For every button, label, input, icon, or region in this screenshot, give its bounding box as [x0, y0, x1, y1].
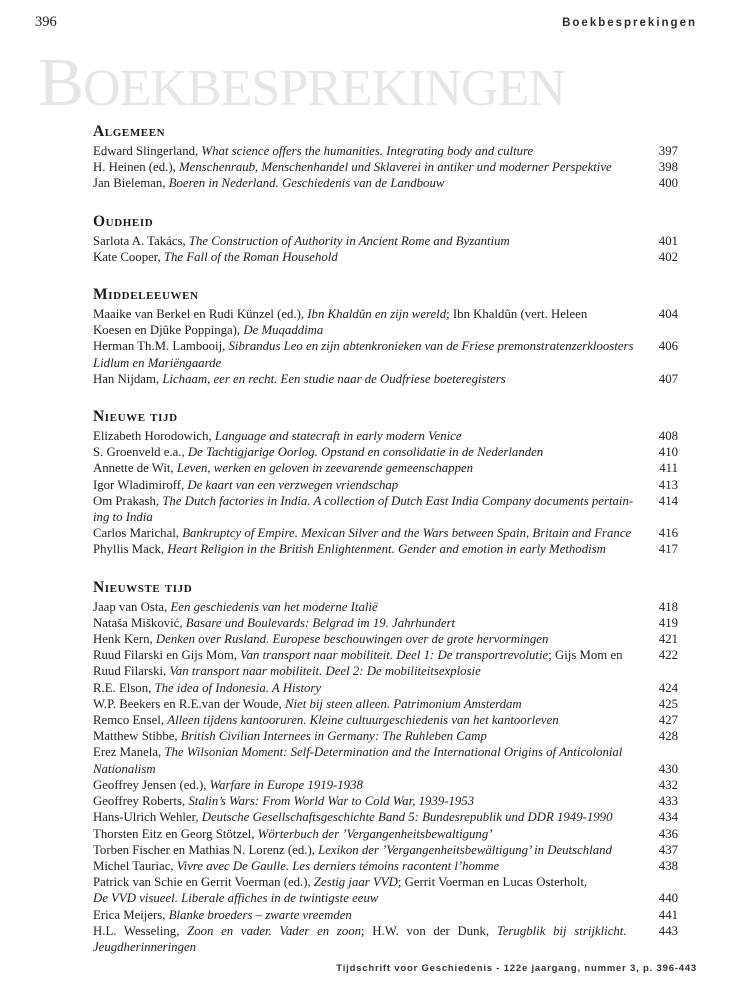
author-name: ; Ibn Khaldûn (vert. Heleen: [446, 307, 588, 322]
toc-line: [93, 890, 678, 906]
toc-entry-text: [93, 923, 627, 939]
author-name: Patrick van Schie en Gerrit Voerman (ed.),: [93, 875, 314, 890]
toc-page-number: 428: [658, 729, 678, 744]
toc-line: [93, 371, 678, 387]
toc-entry-text: [93, 460, 473, 476]
toc-line: [93, 712, 678, 728]
toc-page-number: 425: [658, 696, 678, 711]
author-name: Phyllis Mack,: [93, 542, 168, 557]
book-title: Bankruptcy of Empire. Mexican Silver and the Wars between Spain, Britain and France: [182, 526, 632, 541]
book-title: Een geschiedenis van het moderne Italië: [170, 599, 378, 614]
author-name: Geoffrey Jensen (ed.),: [93, 777, 210, 792]
toc-entry-text: [93, 615, 455, 631]
book-title: Van transport naar mobiliteit. Deel 1: De transportrevolutie: [240, 648, 549, 663]
book-title: Zestig jaar VVD: [313, 875, 398, 890]
toc-line: [93, 696, 678, 712]
toc-line: [93, 858, 678, 874]
toc-line: [93, 159, 678, 175]
book-title: Menschenraub, Menschenhandel und Sklaverei in antiker und moderner Perspektive: [179, 160, 612, 175]
author-name: ; Gerrit Voerman en Lucas Osterholt,: [397, 875, 588, 890]
section-heading: Middeleeuwen: [93, 286, 199, 304]
author-name: Om Prakash,: [93, 493, 163, 508]
author-name: Geoffrey Roberts,: [93, 794, 189, 809]
toc-line: [93, 744, 678, 760]
toc-section: [93, 578, 678, 955]
toc-entry-text: [93, 525, 631, 541]
toc-line: [93, 175, 678, 191]
toc-entry-text: [93, 444, 543, 460]
toc-page-number: 416: [658, 526, 678, 541]
toc-entry-text: [93, 777, 363, 793]
toc-line: [93, 631, 678, 647]
toc-line: [93, 322, 678, 338]
toc-entry-text: [93, 322, 323, 338]
toc-page-number: 430: [658, 761, 678, 776]
book-title: The idea of Indonesia. A History: [154, 680, 322, 695]
toc-page-number: 413: [658, 477, 678, 492]
toc-line: [93, 306, 678, 322]
toc-entry-text: [93, 493, 633, 509]
toc-section: [93, 285, 678, 387]
toc-line: [93, 599, 678, 615]
book-title: What science offers the humanities. Integrating body and culture: [201, 144, 534, 158]
running-header: [35, 14, 697, 31]
toc-line: [93, 939, 678, 955]
author-name: Han Nijdam,: [93, 371, 163, 386]
author-name: Henk Kern,: [93, 632, 156, 647]
book-title: The Construction of Authority in Ancient Rome and Byzantium: [188, 233, 510, 248]
toc-entry-text: [93, 233, 510, 249]
author-name: W.P. Beekers en R.E.van der Woude,: [93, 696, 285, 711]
page-number: 396: [35, 14, 57, 30]
toc-page-number: 427: [658, 713, 678, 728]
author-name: Annette de Wit,: [93, 461, 177, 476]
toc-page-number: 419: [658, 615, 678, 630]
author-name: Maaike van Berkel en Rudi Künzel (ed.),: [93, 307, 308, 322]
book-title: De Tachtigjarige Oorlog. Opstand en consolidatie in de Nederlanden: [187, 445, 544, 460]
toc-page-number: 432: [658, 777, 678, 792]
book-title: Vivre avec De Gaulle. Les derniers témoins racontent l’homme: [176, 858, 500, 873]
toc-entry-text: [93, 477, 398, 493]
toc-page-number: 406: [658, 339, 678, 354]
book-title: Heart Religion in the British Enlightenment. Gender and emotion in early Methodism: [167, 542, 606, 557]
book-title: Sibrandus Leo en zijn abtenkronieken van de Friese premonstratenzerkloosters: [228, 339, 634, 354]
toc-line: [93, 355, 678, 371]
toc-line: [93, 509, 678, 525]
book-title: Lichaam, eer en recht. Een studie naar de Oudfriese boeteregisters: [162, 371, 506, 386]
toc-line: [93, 493, 678, 509]
book-title: Niet bij steen alleen. Patrimonium Amsterdam: [284, 696, 522, 711]
book-title: Deutsche Gesellschaftsgeschichte Band 5: Bundesrepublik und DDR 1949-1990: [201, 810, 613, 825]
toc-line: [93, 874, 678, 890]
running-section-label: Boekbesprekingen: [562, 17, 697, 29]
toc-line: [93, 761, 678, 777]
book-title: Wörterbuch der ’Vergangenheitsbewaltigung’: [257, 826, 493, 841]
author-name: Thorsten Eitz en Georg Stötzel,: [93, 826, 258, 841]
toc-line: [93, 477, 678, 493]
toc-page-number: 441: [658, 907, 678, 922]
author-name: H.L. Wesseling,: [93, 923, 188, 938]
toc-page-number: 418: [658, 599, 678, 614]
toc-entry-text: [93, 939, 196, 955]
author-name: Ruud Filarski en Gijs Mom,: [93, 648, 241, 663]
journal-footer: Tijdschrift voor Geschiedenis - 122e jaargang, nummer 3, p. 396-443: [336, 963, 697, 974]
book-title: Zoon en vader. Vader en zoon: [187, 923, 362, 938]
toc-page-number: 421: [658, 632, 678, 647]
author-name: Nataša Mišković,: [93, 615, 186, 630]
toc-page-number: 397: [658, 144, 678, 158]
toc-entry-text: [93, 696, 522, 712]
book-title: Basare und Boulevards: Belgrad im 19. Jahrhundert: [185, 615, 456, 630]
toc-line: [93, 338, 678, 354]
author-name: Herman Th.M. Lambooij,: [93, 339, 229, 354]
toc-entry-text: [93, 663, 481, 679]
toc-page-number: 410: [658, 445, 678, 460]
author-name: Carlos Marichal,: [93, 526, 183, 541]
toc-entry-text: [93, 907, 352, 923]
toc-page-number: 437: [658, 842, 678, 857]
section-heading: Nieuwste tijd: [93, 578, 193, 596]
toc-page-number: 438: [658, 858, 678, 873]
toc-line: [93, 777, 678, 793]
toc-line: [93, 460, 678, 476]
toc-page-number: 422: [658, 648, 678, 663]
book-title: Lexikon der ’Vergangenheitsbewältigung’ in Deutschland: [318, 842, 612, 857]
toc-entry-text: [93, 249, 338, 265]
toc-entry-text: [93, 744, 622, 760]
author-name: Igor Wladimiroff,: [93, 477, 188, 492]
toc-page-number: 411: [659, 461, 678, 476]
toc-entry-text: [93, 428, 462, 444]
author-name: Ruud Filarski,: [93, 664, 170, 679]
book-title: Jeugdherinneringen: [93, 939, 197, 954]
toc-line: [93, 809, 678, 825]
section-heading: Oudheid: [93, 212, 154, 230]
book-title: De VVD visueel. Liberale affiches in de twintigste eeuw: [93, 891, 379, 906]
book-title: The Dutch factories in India. A collection of Dutch East India Company documents pertain-: [162, 493, 634, 508]
section-heading: Nieuwe tijd: [93, 408, 178, 426]
toc-sections: [93, 122, 678, 955]
toc-page-number: 424: [658, 680, 678, 695]
toc-page-number: 407: [658, 371, 678, 386]
toc-entry-text: [93, 175, 444, 191]
toc-line: [93, 525, 678, 541]
toc-line: [93, 826, 678, 842]
book-title: British Civilian Internees in Germany: The Ruhleben Camp: [180, 729, 487, 744]
toc-page-number: 440: [658, 891, 678, 906]
book-title: Terugblik bij strijklicht.: [496, 923, 627, 938]
book-title: Warfare in Europe 1919-1938: [209, 777, 363, 792]
toc-entry-text: [93, 306, 587, 322]
author-name: Erez Manela,: [93, 745, 165, 760]
toc-line: [93, 444, 678, 460]
book-title: Leven, werken en geloven in zeevarende gemeenschappen: [176, 461, 474, 476]
book-title: Nationalism: [93, 761, 156, 776]
toc-line: [93, 647, 678, 663]
author-name: Remco Ensel,: [93, 713, 168, 728]
toc-entry-text: [93, 631, 548, 647]
book-title: ing to India: [93, 510, 153, 525]
toc-section: [93, 212, 678, 265]
book-title: The Fall of the Roman Household: [163, 249, 338, 264]
toc-page-number: 443: [658, 923, 678, 938]
toc-entry-text: [93, 509, 153, 525]
toc-entry-text: [93, 858, 499, 874]
toc-entry-text: [93, 728, 487, 744]
toc-section: [93, 122, 678, 192]
book-title: De Muqaddima: [243, 323, 324, 338]
book-title: Lidlum en Mariëngaarde: [93, 355, 222, 370]
toc-page-number: 433: [658, 794, 678, 809]
book-title: The Wilsonian Moment: Self-Determination and the International Origins of Anticolonial: [164, 745, 623, 760]
toc-entry-text: [93, 338, 633, 354]
toc-entry-text: [93, 599, 378, 615]
author-name: ; H.W. von der Dunk,: [361, 923, 497, 938]
author-name: Sarlota A. Takács,: [93, 233, 189, 248]
toc-entry-text: [93, 826, 492, 842]
section-heading: Algemeen: [93, 123, 166, 140]
toc-line: [93, 680, 678, 696]
book-title: Blanke broeders – zwarte vreemden: [168, 907, 352, 922]
author-name: Kate Cooper,: [93, 249, 164, 264]
toc-line: [93, 793, 678, 809]
toc-entry-text: [93, 159, 612, 175]
toc-line: [93, 842, 678, 858]
toc-page-number: 414: [658, 493, 678, 508]
toc-page-number: 417: [658, 542, 678, 557]
toc-entry-text: [93, 541, 606, 557]
book-title: Ibn Khaldûn en zijn wereld: [307, 307, 447, 322]
toc-entry-text: [93, 355, 221, 371]
author-name: Edward Slingerland,: [93, 144, 202, 158]
toc-line: [93, 615, 678, 631]
author-name: Jaap van Osta,: [93, 599, 171, 614]
book-title: Denken over Rusland. Europese beschouwingen over de grote hervormingen: [155, 632, 549, 647]
toc-entry-text: [93, 647, 623, 663]
page-title: BOEKBESPREKINGEN: [38, 44, 565, 120]
author-name: Erica Meijers,: [93, 907, 169, 922]
toc-line: [93, 663, 678, 679]
toc-entry-text: [93, 809, 612, 825]
toc-entry-text: [93, 712, 559, 728]
toc-page-number: 398: [658, 160, 678, 175]
book-title: Van transport naar mobiliteit. Deel 2: De mobiliteitsexplosie: [169, 664, 481, 679]
book-title: De kaart van een verzwegen vriendschap: [187, 477, 399, 492]
author-name: Michel Tauriac,: [93, 858, 177, 873]
author-name: Elizabeth Horodowich,: [93, 429, 215, 444]
book-title: Language and statecraft in early modern Venice: [214, 429, 462, 444]
toc-line: [93, 233, 678, 249]
toc-line: [93, 907, 678, 923]
book-title: Boeren in Nederland. Geschiedenis van de Landbouw: [168, 176, 445, 191]
toc-entry-text: [93, 143, 533, 159]
author-name: Jan Bieleman,: [93, 176, 169, 191]
toc-entry-text: [93, 371, 506, 387]
toc-line: [93, 428, 678, 444]
author-name: ; Gijs Mom en: [548, 648, 623, 663]
author-name: Torben Fischer en Mathias N. Lorenz (ed.),: [93, 842, 319, 857]
book-title: Stalin’s Wars: From World War to Cold War, 1939-1953: [188, 794, 475, 809]
author-name: Hans-Ulrich Wehler,: [93, 810, 202, 825]
toc-line: [93, 143, 678, 159]
toc-line: [93, 249, 678, 265]
author-name: Matthew Stibbe,: [93, 729, 181, 744]
toc-line: [93, 923, 678, 939]
toc-entry-text: [93, 761, 156, 777]
toc-line: [93, 728, 678, 744]
book-title: Alleen tijdens kantooruren. Kleine cultuurgeschiedenis van het kantoorleven: [167, 713, 559, 728]
toc-entry-text: [93, 890, 378, 906]
toc-page-number: 408: [658, 429, 678, 444]
author-name: H. Heinen (ed.),: [93, 160, 179, 175]
author-name: Koesen en Djûke Poppinga),: [93, 323, 244, 338]
toc-page-number: 434: [658, 810, 678, 825]
toc-page-number: 436: [658, 826, 678, 841]
toc-entry-text: [93, 874, 587, 890]
toc-entry-text: [93, 842, 612, 858]
toc-page-number: 401: [658, 233, 678, 248]
toc-line: [93, 541, 678, 557]
toc-entry-text: [93, 793, 474, 809]
toc-entry-text: [93, 680, 321, 696]
author-name: R.E. Elson,: [93, 680, 155, 695]
author-name: S. Groenveld e.a.,: [93, 445, 188, 460]
toc-page-number: 404: [658, 307, 678, 322]
toc-page-number: 400: [658, 176, 678, 191]
toc-page-number: 402: [658, 249, 678, 264]
toc-section: [93, 407, 678, 558]
